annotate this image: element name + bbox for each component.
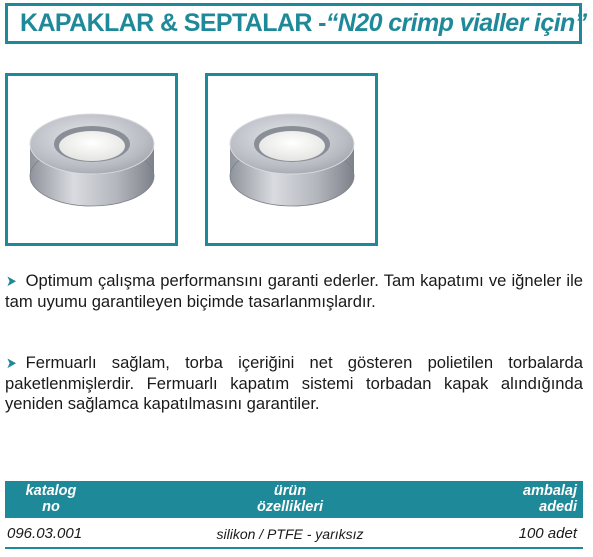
package-quantity: 100 adet — [518, 525, 577, 542]
feature-text-1: Optimum çalışma performansını garanti ederler. Tam kapatımı ve iğneler ile tam uyumu garantileyen biçimde tasarlanmışlardır. — [5, 271, 583, 311]
page-title: KAPAKLAR & SEPTALAR - — [20, 9, 326, 37]
feature-text-2: Fermuarlı sağlam, torba içeriğini net gösteren polietilen torbalarda paketlenmişlerdir. Fermuarlı kapatım sistemi torbadan kapak alındığında yeniden sağlamca kapatılmasını garantiler. — [5, 353, 583, 413]
arrow-bullet-icon: ➤ — [5, 273, 17, 290]
product-table-header — [5, 481, 583, 518]
header-catalog-no: katalog no — [25, 483, 77, 515]
header-ozellikler: ürün özellikleri — [256, 483, 324, 515]
row-divider — [5, 547, 583, 549]
title-banner — [5, 3, 587, 44]
product-photo-1 — [5, 73, 178, 246]
product-photo-2 — [205, 73, 378, 246]
crimp-cap-image-1 — [8, 76, 175, 243]
feature-paragraph-2 — [5, 353, 583, 414]
arrow-bullet-icon: ➤ — [5, 355, 17, 372]
feature-paragraph-1 — [5, 271, 583, 312]
product-features: silikon / PTFE - yarıksız — [216, 526, 364, 542]
table-row — [5, 523, 583, 545]
header-ambalaj-adedi: ambalaj adedi — [523, 483, 577, 515]
catalog-number: 096.03.001 — [7, 525, 83, 542]
crimp-cap-image-2 — [208, 76, 375, 243]
page-subtitle: “N20 crimp vialler için” — [325, 9, 587, 37]
